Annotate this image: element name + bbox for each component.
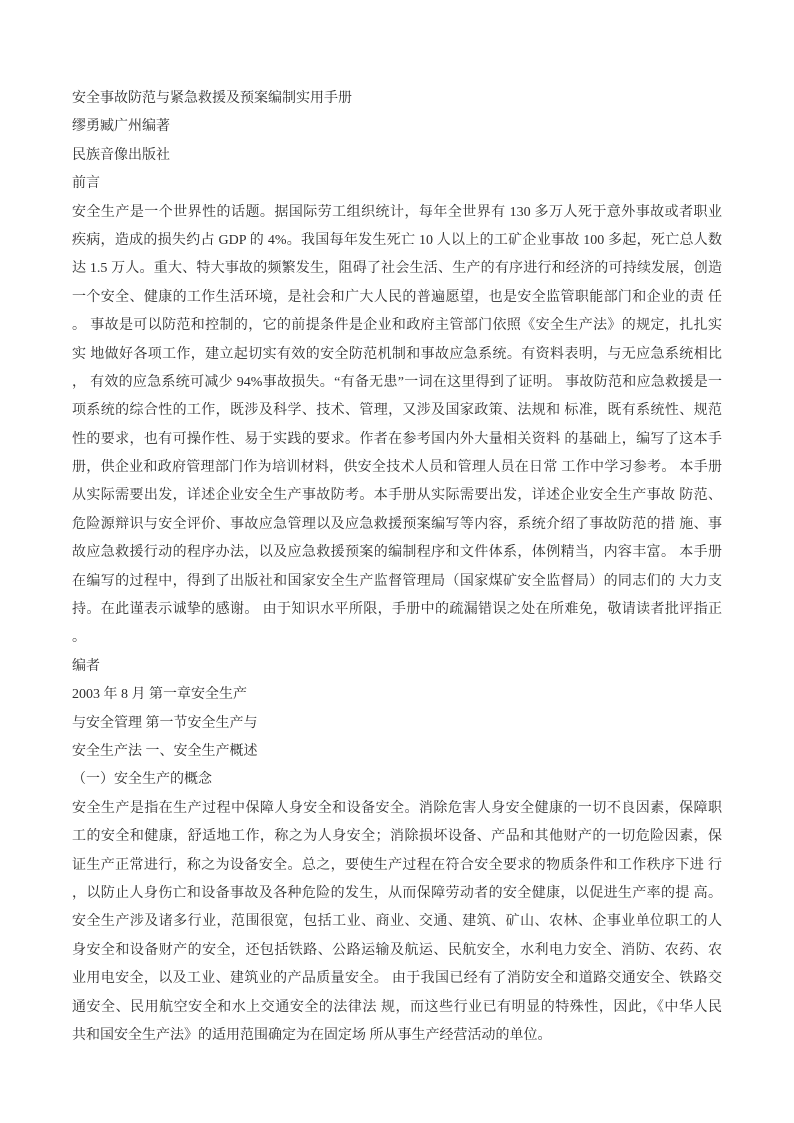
text-line: 册，供企业和政府管理部门作为培训材料，供安全技术人员和管理人员在日常 工作中学习参考。 本手册	[72, 460, 722, 476]
text-line: 疾病，造成的损失约占 GDP 的 4%。我国每年发生死亡 10 人以上的工矿企业事故 100 多起，死亡总人数	[72, 232, 722, 248]
preface-paragraph	[72, 199, 722, 653]
text-line: 一个安全、健康的工作生活环境，是社会和广大人民的普遍愿望，也是安全监管职能部门和企业的责 任	[72, 289, 722, 305]
text-line: 通安全、民用航空安全和水上交通安全的法律法 规，而这些行业已有明显的特殊性，因此，《中华人民	[72, 999, 722, 1015]
text-line: 项系统的综合性的工作，既涉及科学、技术、管理，又涉及国家政策、法规和 标准，既有系统性、规范	[72, 403, 722, 419]
text-line: 与安全管理 第一节安全生产与	[72, 715, 258, 731]
text-line: 身安全和设备财产的安全，还包括铁路、公路运输及航运、民航安全，水利电力安全、消防、农药、农	[72, 942, 722, 958]
text-line: 危险源辩识与安全评价、事故应急管理以及应急救援预案编写等内容，系统介绍了事故防范的措 施、事	[72, 516, 722, 532]
text-line: 安全生产是指在生产过程中保障人身安全和设备安全。消除危害人身安全健康的一切不良因素，保障职	[72, 800, 722, 816]
body-paragraph	[72, 795, 722, 1051]
text-line: ，以防止人身伤亡和设备事故及各种危险的发生，从而保障劳动者的安全健康，以促进生产率的提 高。	[72, 885, 722, 901]
text-line: 前言	[72, 176, 100, 192]
text-line: 达 1.5 万人。重大、特大事故的频繁发生，阻碍了社会生活、生产的有序进行和经济的可持续发展，创造	[72, 261, 722, 277]
front-matter	[72, 85, 722, 199]
text-line: 缪勇臧广州编著	[72, 119, 170, 135]
text-line: 2003 年 8 月 第一章安全生产	[72, 687, 247, 703]
text-line: 从实际需要出发，详述企业安全生产事故防考。本手册从实际需要出发，详述企业安全生产事故 防范、	[72, 488, 722, 504]
text-line: 。 事故是可以防范和控制的，它的前提条件是企业和政府主管部门依照《安全生产法》的规定，扎扎实	[72, 318, 722, 334]
text-line: 安全生产是一个世界性的话题。据国际劳工组织统计，每年全世界有 130 多万人死于意外事故或者职业	[72, 204, 722, 220]
text-line: 故应急救援行动的程序办法，以及应急救援预案的编制程序和文件体系，体例精当，内容丰富。 本手册	[72, 545, 722, 561]
text-line: 业用电安全，以及工业、建筑业的产品质量安全。 由于我国已经有了消防安全和道路交通安全、铁路交	[72, 971, 722, 987]
text-line: 共和国安全生产法》的适用范围确定为在固定场 所从事生产经营活动的单位。	[72, 1027, 552, 1043]
text-line: 实 地做好各项工作，建立起切实有效的安全防范机制和事故应急系统。有资料表明，与无应急系统相比	[72, 346, 722, 362]
text-line: 持。在此谨表示诚挚的感谢。 由于知识水平所限，手册中的疏漏错误之处在所难免，敬请读者批评指正	[72, 602, 722, 618]
text-line: 性的要求，也有可操作性、易于实践的要求。作者在参考国内外大量相关资料 的基础上，编写了这本手	[72, 431, 722, 447]
text-line: ， 有效的应急系统可减少 94%事故损失。“有备无患”一词在这里得到了证明。 事故防范和应急救援是一	[72, 374, 722, 390]
text-line: 安全生产涉及诸多行业，范围很宽，包括工业、商业、交通、建筑、矿山、农林、企事业单位职工的人	[72, 914, 722, 930]
text-line: 安全生产法 一、安全生产概述	[72, 743, 258, 759]
text-line: 编者	[72, 658, 100, 674]
text-line: 。	[72, 630, 86, 646]
text-line: （一）安全生产的概念	[72, 772, 212, 788]
text-line: 安全事故防范与紧急救援及预案编制实用手册	[72, 91, 352, 106]
text-line: 民族音像出版社	[72, 147, 170, 163]
text-line: 证生产正常进行，称之为设备安全。总之，要使生产过程在符合安全要求的物质条件和工作秩序下进 行	[72, 857, 722, 873]
text-line: 在编写的过程中，得到了出版社和国家安全生产监督管理局（国家煤矿安全监督局）的同志们的 大力支	[72, 573, 722, 589]
text-line: 工的安全和健康，舒适地工作，称之为人身安全；消除损坏设备、产品和其他财产的一切危险因素，保	[72, 829, 722, 845]
chapter-headings	[72, 653, 722, 795]
